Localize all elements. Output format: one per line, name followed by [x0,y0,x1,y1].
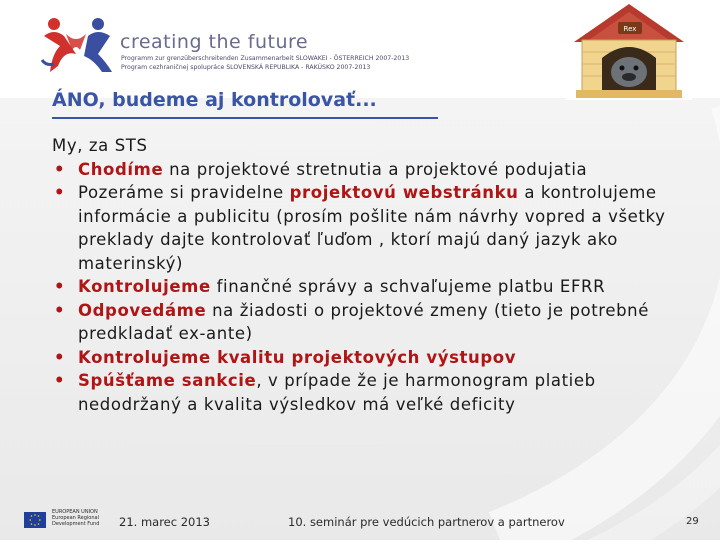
bullet-icon: • [54,277,66,296]
slide-title: ÁNO, budeme aj kontrolovať... [52,89,377,111]
slide-header [0,0,720,111]
intro-line: My, za STS [52,136,148,155]
footer-event: 10. seminár pre vedúcich partnerov a partnerov [288,515,565,529]
list-item [52,158,692,182]
program-line-sk: Program cezhraničnej spolupráce SLOVENSKÁ REPUBLIKA - RAKÚSKO 2007-2013 [121,64,371,71]
list-item [52,346,692,370]
eu-line: European Regional [52,515,99,521]
bullet-icon: • [54,159,66,179]
highlight-text: Kontrolujeme [78,277,211,296]
item-text: na projektové stretnutia a projektové podujatia [163,159,588,179]
logo-tagline: creating the future [120,31,309,53]
highlight-text: Spúšťame sankcie [78,371,257,390]
title-underline [52,117,438,119]
highlight-text: Odpovedáme [78,300,207,320]
eu-flag-icon [24,512,46,528]
slide-body [52,134,692,416]
item-text: Pozeráme si pravidelne [78,183,290,202]
bullet-icon: • [54,371,66,390]
bullet-icon: • [54,183,66,202]
list-item [52,369,692,416]
logo-figures-icon [40,14,124,76]
bullet-list [52,158,692,417]
list-item [52,275,692,299]
highlight-text: Kontrolujeme kvalitu projektových výstupov [78,347,517,367]
list-item [52,181,692,275]
eu-line: EUROPEAN UNION [52,509,98,515]
program-line-de: Programm zur grenzüberschreitenden Zusammenarbeit SLOWAKEI - ÖSTERREICH 2007-2013 [121,55,410,62]
svg-text:Rex: Rex [623,25,637,33]
item-text: , v prípade že je harmonogram platieb nedodržaný a kvalita výsledkov má veľké deficity [78,371,596,414]
bullet-icon: • [54,300,66,320]
item-text: a kontrolujeme informácie a publicitu (prosím pošlite nám návrhy vopred a všetky preklady dajte kontrolovať ľuďom , ktorí majú daný jazyk ako materinský) [78,183,666,273]
eu-fund-label [52,509,99,527]
footer-date: 21. marec 2013 [119,515,210,529]
item-text: finančné správy a schvaľujeme platbu EFRR [210,277,606,296]
bullet-icon: • [54,347,66,367]
doghouse-rex-icon [566,2,692,100]
page-number: 29 [686,516,699,527]
list-item [52,299,692,346]
item-text: na žiadosti o projektové zmeny (tieto je potrebné predkladať ex-ante) [78,300,649,343]
eu-line: Development Fund [52,521,100,527]
highlight-text: projektovú webstránku [289,183,519,202]
highlight-text: Chodíme [78,159,164,179]
